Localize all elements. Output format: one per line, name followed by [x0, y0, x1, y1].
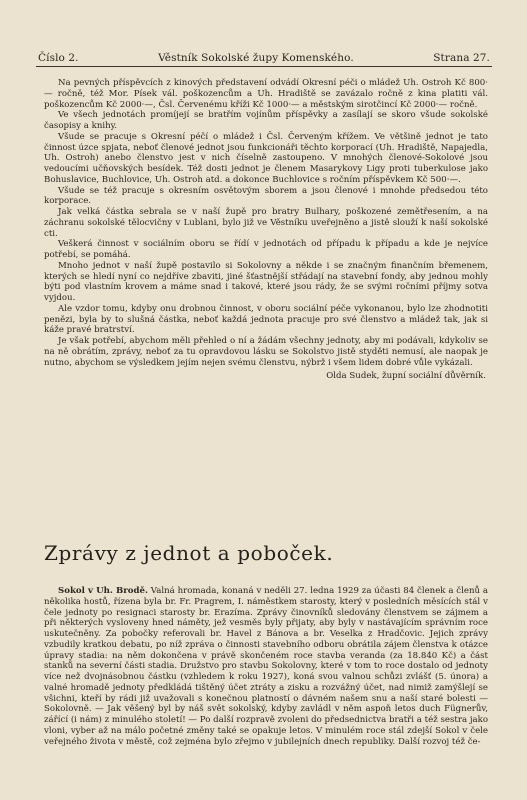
news-paragraph	[44, 586, 488, 747]
publication-title: Věstník Sokolské župy Komenského.	[158, 52, 354, 64]
paragraph: Mnoho jednot v naší župě postavilo si Sokolovny a někde i se značným finančním břemenem, kterých se hledí nyní co nejdříve zbaviti, jiné šťastnější střádají na stavební fondy, aby jednou mohly býti pod vlastním krovem a máme snad i takové, které jsou rády, že se svými ročními příjmy sotva vyjdou.	[44, 260, 488, 303]
section-heading: Zprávy z jednot a poboček.	[44, 541, 334, 565]
running-header	[38, 52, 490, 64]
news-body: Valná hromada, konaná v neděli 27. ledna 1929 za účasti 84 členek a členů a několika hostů, řízena byla br. Fr. Pragrem, I. náměstkem starosty, který v posledních měsících stál v čele jednoty po resignaci starosty br. Erazíma. Zprávy činovníků sledovány členstvem se zájmem a při některých vysloveny hned náměty, jež vesměs byly přijaty, aby byly v nastávajícím správním roce uskutečněny. Za pobočky referovali br. Havel z Bánova a br. Veselka z Hradčovic. Jejich zprávy vzbudily kratkou debatu, po níž zpráva o činnosti stavebního odboru obrátila zájem členstva k otázce úpravy stadia: na něm dokončena v právě skončeném roce stavba veranda (za 18.840 Kč) a část stanků na severní části stadia. Družstvo pro stavbu Sokolovny, které v tom to roce dostalo od jednoty více než dvojnásobnou částku (vzhledem k roku 1927), koná svou valnou schůzi zvlášť (5. února) a valné hromadě jednoty předkládá tištěný účet ztráty a zisku a rozvážný účet, nad nimiž zamýšlejí se všichni, kteří by rádi již uvažovali s konečnou platností o dávném našem snu a naší staré bolesti — Sokolovně. — Jak věšený byl by náš svět sokolský, kdyby zavládl v něm aspoň letos duch Fügnerův, zářící (i nám) z minulého století! — Po další rozpravě zvoleni do předsednictva bratři a též sestra jako vloni, vyber až na málo početné změny také se opakuje letos. V minulém roce stál zdejší Sokol v čele veřejného života v městě, což zejména bylo zřejmo v jubilejních dnech republiky. Další rozvoj též če-	[44, 586, 489, 747]
social-report-column	[44, 78, 488, 382]
paragraph: Všude se pracuje s Okresní péčí o mládež i Čsl. Červeným křížem. Ve většině jednot je tato činnost úzce spjata, neboť členové jednot jsou funkcionáři těchto korporací (Uh. Hradiště, Napajedla, Uh. Ostroh) anebo členstvo jest v nich číselně zastoupeno. V mnohých členové-Sokolové jsou vedoucími učňovských besídek. Též dosti jednot je členem Masarykovy Ligy proti tuberkulose jako Bohuslavice, Buchlovice, Uh. Ostroh atd. a dokonce Buchlovice s ročním příspěvkem Kč 500·—.	[44, 131, 488, 185]
paragraph: Ale vzdor tomu, kdyby onu drobnou činnost, v oboru sociální péče vykonanou, bylo lze zhodnotiti penězi, byla by to slušná částka, neboť každá jednota pracuje pro své členstvo a mládež tak, jak si káže pravé bratrství.	[44, 303, 488, 336]
paragraph: Jak velká částka sebrala se v naší župě pro bratry Bulhary, poškozené zemětřesením, a na záchranu sokolské tělocvičny v Lublani, bylo již ve Věstníku uveřejněno a jistě slouží k naší sokolské cti.	[44, 207, 488, 239]
paragraph: Je však potřebí, abychom měli přehled o ní a žádám všechny jednoty, aby mi podávali, kdykoliv se na ně obrátím, zprávy, neboť za tu opravdovou lásku se Sokolstvo jistě styděti nemusí, ale naopak je nutno, abychom se výsledkem jejím nejen svému členstvu, nýbrž i všem lidem dobré vůle vykázali.	[44, 336, 488, 368]
paragraph: Veškerá činnost v sociálním oboru se řídí v jednotách od případu k případu a kde je nejvíce potřebí, se pomáhá.	[44, 239, 488, 260]
page-number: Strana 27.	[433, 52, 490, 64]
paragraph: Všude se též pracuje s okresním osvětovým sborem a jsou členové i mnohde předsedou této korporace.	[44, 185, 488, 207]
paragraph: Ve všech jednotách promíjejí se bratřím vojínům příspěvky a zasílají se skoro všude sokolské časopisy a knihy.	[44, 110, 488, 131]
header-rule	[36, 66, 492, 67]
issue-number: Číslo 2.	[38, 52, 79, 64]
unit-news-column	[44, 586, 488, 747]
author-signature: Olda Sudek, župní sociální důvěrník.	[326, 371, 486, 382]
paragraph: Na pevných příspěvcích z kinových představení odvádí Okresní péči o mládež Uh. Ostroh Kč 800·— ročně, též Mor. Písek vál. poškozencům a Uh. Hradiště se zavázalo ročně z kina platiti vál. poškozencům Kč 2000·—, Čsl. Červenému kříži Kč 1000·— a městským sirotčincí Kč 2000·— ročně.	[44, 78, 488, 110]
unit-name: Sokol v Uh. Brodě.	[58, 586, 148, 596]
